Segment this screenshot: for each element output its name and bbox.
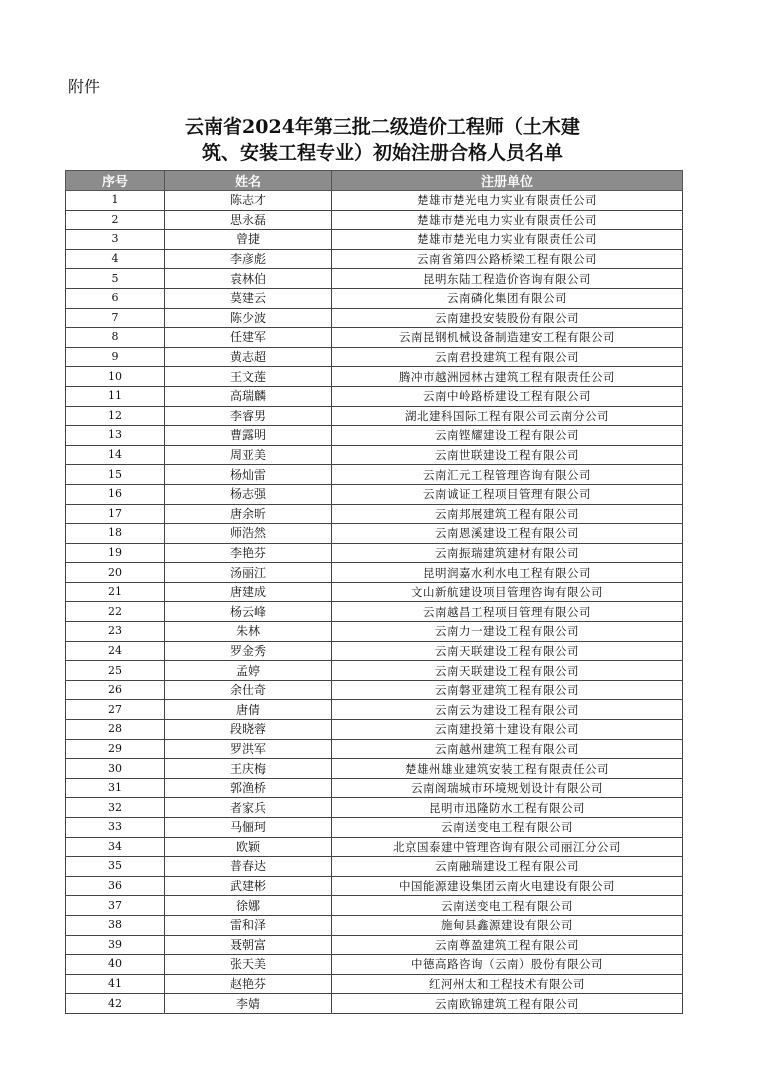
table-row (66, 857, 683, 877)
table-row (66, 896, 683, 916)
table-row (66, 406, 683, 426)
row-index: 35 (66, 857, 165, 877)
person-name: 任建军 (165, 328, 332, 348)
row-index: 6 (66, 288, 165, 308)
table-row (66, 445, 683, 465)
person-name: 李彦彪 (165, 249, 332, 269)
registered-organization: 腾冲市越洲园林古建筑工程有限责任公司 (332, 367, 683, 387)
row-index: 34 (66, 837, 165, 857)
table-row (66, 484, 683, 504)
table-row (66, 876, 683, 896)
row-index: 16 (66, 484, 165, 504)
person-name: 余仕奇 (165, 680, 332, 700)
document-title (60, 114, 705, 166)
table-row (66, 622, 683, 642)
row-index: 7 (66, 308, 165, 328)
row-index: 2 (66, 210, 165, 230)
person-name: 思永磊 (165, 210, 332, 230)
title-line-2: 筑、安装工程专业）初始注册合格人员名单 (201, 142, 563, 164)
row-index: 10 (66, 367, 165, 387)
table-header-row (66, 171, 683, 191)
registered-organization: 楚雄市楚光电力实业有限责任公司 (332, 230, 683, 250)
registered-organization: 云南越昌工程项目管理有限公司 (332, 602, 683, 622)
registered-organization: 云南铿耀建设工程有限公司 (332, 426, 683, 446)
table-row (66, 288, 683, 308)
row-index: 39 (66, 935, 165, 955)
person-name: 欧颖 (165, 837, 332, 857)
registered-organization: 北京国泰建中管理咨询有限公司丽江分公司 (332, 837, 683, 857)
registered-organization: 云南建投第十建设有限公司 (332, 720, 683, 740)
table-row (66, 661, 683, 681)
table-row (66, 269, 683, 289)
row-index: 13 (66, 426, 165, 446)
person-name: 罗洪军 (165, 739, 332, 759)
row-index: 41 (66, 974, 165, 994)
table-row (66, 465, 683, 485)
registered-organization: 文山新航建设项目管理咨询有限公司 (332, 582, 683, 602)
person-name: 陈少波 (165, 308, 332, 328)
registered-organization: 云南融瑞建设工程有限公司 (332, 857, 683, 877)
registered-organization: 楚雄市楚光电力实业有限责任公司 (332, 191, 683, 211)
row-index: 5 (66, 269, 165, 289)
table-row (66, 778, 683, 798)
table-row (66, 915, 683, 935)
registered-organization: 云南欧锦建筑工程有限公司 (332, 994, 683, 1014)
row-index: 9 (66, 347, 165, 367)
row-index: 20 (66, 563, 165, 583)
row-index: 38 (66, 915, 165, 935)
registered-organization: 云南越州建筑工程有限公司 (332, 739, 683, 759)
registered-organization: 云南世联建设工程有限公司 (332, 445, 683, 465)
registered-organization: 红河州太和工程技术有限公司 (332, 974, 683, 994)
person-name: 莫建云 (165, 288, 332, 308)
table-row (66, 582, 683, 602)
row-index: 24 (66, 641, 165, 661)
row-index: 42 (66, 994, 165, 1014)
row-index: 1 (66, 191, 165, 211)
person-name: 唐倩 (165, 700, 332, 720)
table-row (66, 504, 683, 524)
person-name: 聂朝富 (165, 935, 332, 955)
registered-organization: 云南天联建设工程有限公司 (332, 661, 683, 681)
person-name: 李艳芬 (165, 543, 332, 563)
registered-organization: 云南振瑞建筑建材有限公司 (332, 543, 683, 563)
person-name: 李婧 (165, 994, 332, 1014)
qualified-personnel-table (65, 170, 683, 1014)
row-index: 17 (66, 504, 165, 524)
table-row (66, 837, 683, 857)
registered-organization: 云南建投安装股份有限公司 (332, 308, 683, 328)
row-index: 22 (66, 602, 165, 622)
row-index: 25 (66, 661, 165, 681)
person-name: 段晓蓉 (165, 720, 332, 740)
table-row (66, 386, 683, 406)
row-index: 12 (66, 406, 165, 426)
table-row (66, 563, 683, 583)
registered-organization: 云南中岭路桥建设工程有限公司 (332, 386, 683, 406)
row-index: 15 (66, 465, 165, 485)
row-index: 4 (66, 249, 165, 269)
row-index: 18 (66, 524, 165, 544)
attachment-label: 附件 (68, 77, 101, 96)
row-index: 32 (66, 798, 165, 818)
row-index: 37 (66, 896, 165, 916)
person-name: 袁林伯 (165, 269, 332, 289)
registered-organization: 昆明东陆工程造价咨询有限公司 (332, 269, 683, 289)
person-name: 马俪珂 (165, 818, 332, 838)
registered-organization: 云南磷化集团有限公司 (332, 288, 683, 308)
table-row (66, 680, 683, 700)
registered-organization: 云南送变电工程有限公司 (332, 896, 683, 916)
row-index: 30 (66, 759, 165, 779)
registered-organization: 楚雄州雄业建筑安装工程有限责任公司 (332, 759, 683, 779)
registered-organization: 云南尊盈建筑工程有限公司 (332, 935, 683, 955)
row-index: 8 (66, 328, 165, 348)
person-name: 王文莲 (165, 367, 332, 387)
person-name: 黄志超 (165, 347, 332, 367)
registered-organization: 云南昆钢机械设备制造建安工程有限公司 (332, 328, 683, 348)
table-row (66, 543, 683, 563)
person-name: 李睿男 (165, 406, 332, 426)
registered-organization: 楚雄市楚光电力实业有限责任公司 (332, 210, 683, 230)
row-index: 3 (66, 230, 165, 250)
registered-organization: 云南邦展建筑工程有限公司 (332, 504, 683, 524)
registered-organization: 昆明润嘉水利水电工程有限公司 (332, 563, 683, 583)
row-index: 33 (66, 818, 165, 838)
registered-organization: 云南阁瑞城市环境规划设计有限公司 (332, 778, 683, 798)
person-name: 杨志强 (165, 484, 332, 504)
person-name: 王庆梅 (165, 759, 332, 779)
person-name: 曾捷 (165, 230, 332, 250)
registered-organization: 云南送变电工程有限公司 (332, 818, 683, 838)
person-name: 张天美 (165, 955, 332, 975)
row-index: 29 (66, 739, 165, 759)
row-index: 27 (66, 700, 165, 720)
person-name: 朱林 (165, 622, 332, 642)
table-row (66, 426, 683, 446)
registered-organization: 云南君投建筑工程有限公司 (332, 347, 683, 367)
table-row (66, 249, 683, 269)
registered-organization: 中国能源建设集团云南火电建设有限公司 (332, 876, 683, 896)
table-row (66, 367, 683, 387)
registered-organization: 云南磐亚建筑工程有限公司 (332, 680, 683, 700)
person-name: 唐建成 (165, 582, 332, 602)
table-body (66, 191, 683, 1014)
table-row (66, 818, 683, 838)
table-row (66, 328, 683, 348)
person-name: 高瑞麟 (165, 386, 332, 406)
row-index: 36 (66, 876, 165, 896)
table-row (66, 720, 683, 740)
table-row (66, 739, 683, 759)
row-index: 40 (66, 955, 165, 975)
person-name: 普春达 (165, 857, 332, 877)
person-name: 武建彬 (165, 876, 332, 896)
person-name: 师浩然 (165, 524, 332, 544)
person-name: 孟婷 (165, 661, 332, 681)
row-index: 28 (66, 720, 165, 740)
row-index: 23 (66, 622, 165, 642)
registered-organization: 昆明市迅隆防水工程有限公司 (332, 798, 683, 818)
table-row (66, 994, 683, 1014)
registered-organization: 云南省第四公路桥梁工程有限公司 (332, 249, 683, 269)
table-row (66, 641, 683, 661)
row-index: 14 (66, 445, 165, 465)
row-index: 21 (66, 582, 165, 602)
table-row (66, 524, 683, 544)
registered-organization: 湖北建科国际工程有限公司云南分公司 (332, 406, 683, 426)
table-row (66, 935, 683, 955)
registered-organization: 中德高路咨询（云南）股份有限公司 (332, 955, 683, 975)
person-name: 郭渔桥 (165, 778, 332, 798)
registered-organization: 云南恩溪建设工程有限公司 (332, 524, 683, 544)
table-row (66, 347, 683, 367)
table-row (66, 955, 683, 975)
table-row (66, 210, 683, 230)
person-name: 徐娜 (165, 896, 332, 916)
person-name: 杨云峰 (165, 602, 332, 622)
registered-organization: 云南汇元工程管理咨询有限公司 (332, 465, 683, 485)
table-row (66, 308, 683, 328)
registered-organization: 云南诚证工程项目管理有限公司 (332, 484, 683, 504)
row-index: 26 (66, 680, 165, 700)
table-row (66, 602, 683, 622)
table-row (66, 700, 683, 720)
row-index: 31 (66, 778, 165, 798)
table-row (66, 191, 683, 211)
row-index: 19 (66, 543, 165, 563)
table-row (66, 798, 683, 818)
registered-organization: 云南天联建设工程有限公司 (332, 641, 683, 661)
person-name: 曹露明 (165, 426, 332, 446)
person-name: 陈志才 (165, 191, 332, 211)
column-header-name: 姓名 (165, 171, 332, 191)
person-name: 者家兵 (165, 798, 332, 818)
title-line-1: 云南省2024年第三批二级造价工程师（土木建 (185, 116, 580, 138)
person-name: 周亚美 (165, 445, 332, 465)
table-row (66, 759, 683, 779)
table-row (66, 974, 683, 994)
person-name: 杨灿雷 (165, 465, 332, 485)
column-header-index: 序号 (66, 171, 165, 191)
registered-organization: 施甸县鑫源建设有限公司 (332, 915, 683, 935)
registered-organization: 云南力一建设工程有限公司 (332, 622, 683, 642)
person-name: 罗金秀 (165, 641, 332, 661)
registered-organization: 云南云为建设工程有限公司 (332, 700, 683, 720)
person-name: 赵艳芬 (165, 974, 332, 994)
person-name: 唐余昕 (165, 504, 332, 524)
person-name: 雷和泽 (165, 915, 332, 935)
row-index: 11 (66, 386, 165, 406)
table-row (66, 230, 683, 250)
column-header-organization: 注册单位 (332, 171, 683, 191)
person-name: 汤丽江 (165, 563, 332, 583)
